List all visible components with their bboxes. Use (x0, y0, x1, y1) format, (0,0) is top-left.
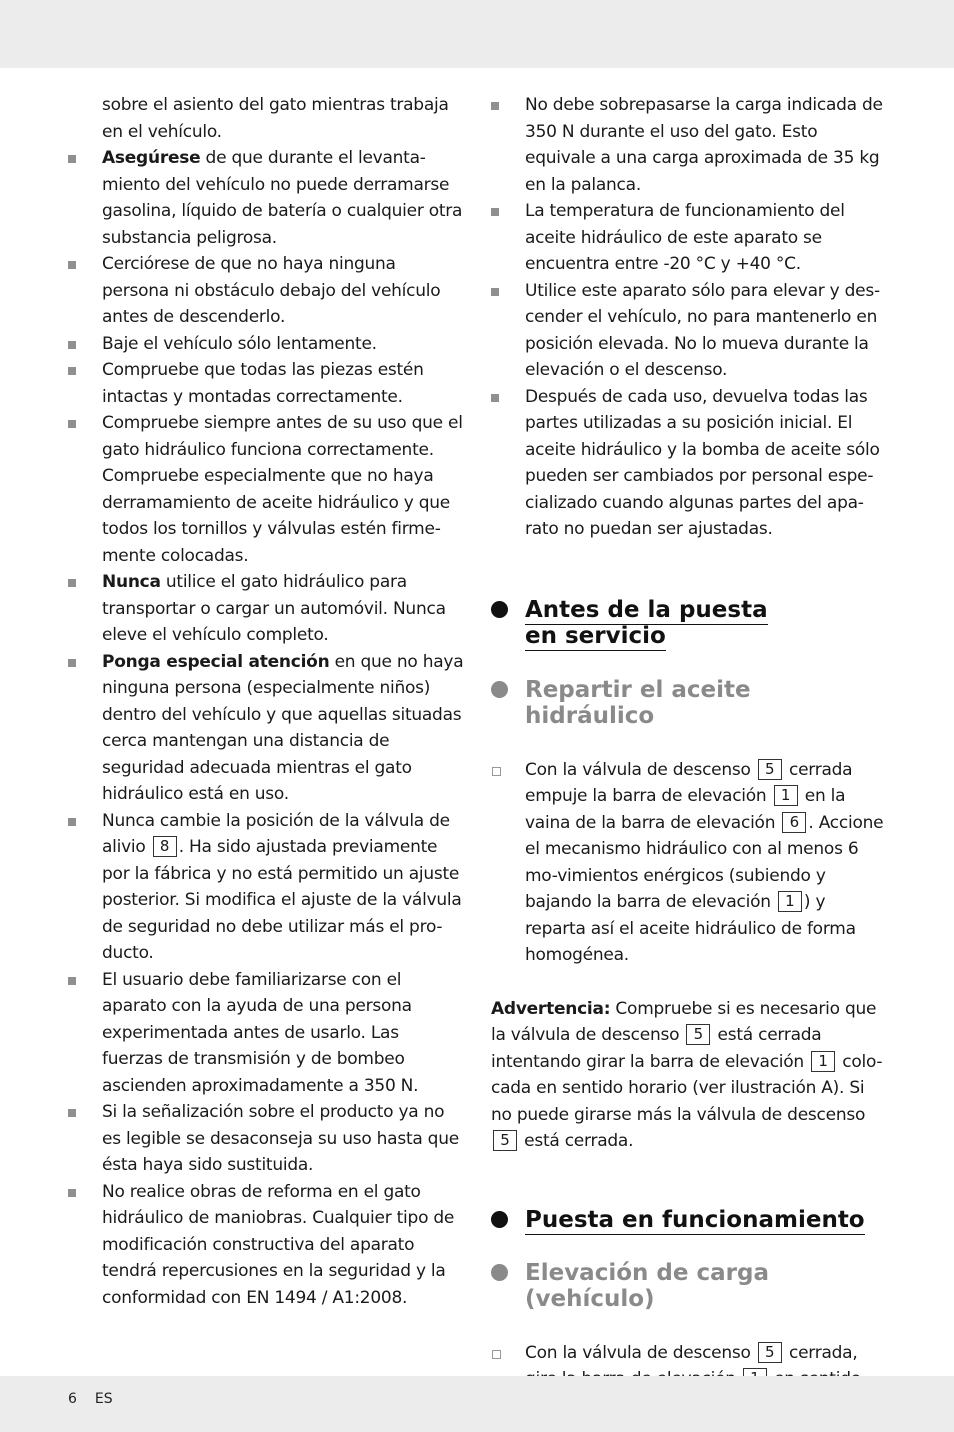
heading-text: Puesta en funcionamiento (525, 1206, 865, 1233)
continued-line-2: en el vehículo. (102, 121, 222, 142)
bullet-square-icon (491, 288, 499, 296)
bullet-square-icon (491, 102, 499, 110)
footer-band (0, 1376, 954, 1432)
right-column (491, 92, 887, 1393)
item-text: El usuario debe familiarizarse con el aparato con la ayuda de una persona experimentada antes de usarlo. Las fuerzas de transmisión y de bombeo ascienden aproximadamente a 350 N. (102, 969, 419, 1096)
step-text: en la vaina de la barra de elevación (525, 786, 846, 833)
list-item (68, 967, 464, 1100)
bullet-square-icon (68, 818, 76, 826)
item-text: de que durante el levanta-miento del vehículo no puede derramarse gasolina, líquido de batería o cualquier otra substancia peligrosa. (102, 148, 463, 248)
header-band (0, 0, 954, 68)
heading-bullet-icon (491, 601, 508, 618)
item-text: Baje el vehículo sólo lentamente. (102, 333, 377, 354)
language-code: ES (94, 1391, 113, 1407)
checkbox-icon (492, 767, 501, 776)
item-text: La temperatura de funcionamiento del aceite hidráulico de este aparato se encuentra entre -20 °C y +40 °C. (525, 201, 845, 274)
warning-text: colo-cada en sentido horario (ver ilustración A). Si no puede girarse más la válvula de descenso (491, 1051, 883, 1125)
checkbox-icon (492, 1350, 501, 1359)
item-text: en que no haya ninguna persona (especialmente niños) dentro del vehículo y que aquellas situadas cerca mantengan una distancia de seguridad adecuada mientras el gato hidráulico está en uso. (102, 651, 464, 804)
step-text: cerrada, (788, 1342, 858, 1363)
list-item-continued (68, 92, 464, 145)
list-item (491, 198, 887, 278)
heading-text: Elevación de carga (vehículo) (525, 1259, 769, 1312)
warning-paragraph (491, 996, 887, 1155)
part-reference: 6 (782, 812, 806, 833)
item-text: Nunca cambie la posición de la válvula de alivio (102, 810, 450, 857)
bullet-square-icon (491, 394, 499, 402)
bullet-square-icon (68, 420, 76, 428)
page-number: 6 (68, 1391, 77, 1407)
item-text: Compruebe siempre antes de su uso que el gato hidráulico funciona correctamente. Compruebe especialmente que no haya derramamiento de aceite hidráulico y que todos los tornillos y válvulas estén firme-mente colocadas. (102, 413, 463, 566)
list-item (68, 1099, 464, 1179)
bullet-square-icon (68, 1189, 76, 1197)
warning-text: está cerrada intentando girar la barra de elevación (491, 1025, 822, 1072)
subsection-heading-elevacion (491, 1260, 887, 1312)
warning-text: está cerrada. (519, 1131, 634, 1151)
bullet-square-icon (68, 155, 76, 163)
item-text: Compruebe que todas las piezas estén intactas y montadas correctamente. (102, 360, 424, 407)
part-reference: 1 (778, 891, 802, 912)
section-heading-puesta (491, 1207, 887, 1233)
bullet-square-icon (68, 977, 76, 985)
step-text: ) y reparta así el aceite hidráulico de forma homogénea. (525, 892, 856, 965)
continued-line-1: sobre el asiento del gato mientras trabaja (102, 95, 449, 115)
list-item (68, 251, 464, 331)
step-text: Con la válvula de descenso (525, 759, 756, 780)
heading-bullet-icon (491, 681, 508, 698)
item-text: . Ha sido ajustada previamente por la fábrica y no está permitido un ajuste posterior. Si modifica el ajuste de la válvula de seguridad no debe utilizar más el pro-ducto. (102, 837, 462, 963)
heading-text: Repartir el aceite hidráulico (525, 676, 751, 729)
step-text: . Accione el mecanismo hidráulico con al menos 6 mo-vimientos enérgicos (subiendo y bajando la barra de elevación (525, 812, 884, 912)
part-reference: 1 (811, 1051, 835, 1072)
list-item (491, 384, 887, 543)
bullet-square-icon (68, 579, 76, 587)
step-text: Con la válvula de descenso (525, 1342, 756, 1363)
list-item (68, 410, 464, 569)
item-text: No debe sobrepasarse la carga indicada de 350 N durante el uso del gato. Esto equivale a una carga aproximada de 35 kg en la palanca. (525, 95, 883, 195)
list-item (68, 649, 464, 808)
list-item (491, 92, 887, 198)
bullet-square-icon (68, 261, 76, 269)
step-text: cerrada empuje la barra de elevación (525, 759, 853, 806)
heading-bullet-icon (491, 1211, 508, 1228)
bullet-square-icon (68, 659, 76, 667)
item-text: Si la señalización sobre el producto ya no es legible se desaconseja su uso hasta que ésta haya sido sustituida. (102, 1102, 459, 1175)
emphasis-text: Ponga especial atención (102, 651, 330, 672)
item-text: Cerciórese de que no haya ninguna persona ni obstáculo debajo del vehículo antes de descenderlo. (102, 254, 441, 327)
list-item (68, 145, 464, 251)
list-item (68, 1179, 464, 1312)
emphasis-text: Nunca (102, 572, 161, 592)
heading-bullet-icon (491, 1264, 508, 1281)
heading-line-2: en servicio (525, 622, 666, 649)
bullet-square-icon (68, 341, 76, 349)
part-reference: 5 (493, 1130, 517, 1151)
item-text: Después de cada uso, devuelva todas las partes utilizadas a su posición inicial. El aceite hidráulico y la bomba de aceite sólo pueden ser cambiados por personal espe-cializado cuando algunas partes del apa-rato no puedan ser ajustadas. (525, 386, 880, 539)
warning-text: Compruebe si es necesario que la válvula de descenso (491, 998, 877, 1045)
list-item (68, 808, 464, 967)
item-text: utilice el gato hidráulico para transportar o cargar un automóvil. Nunca eleve el vehículo completo. (102, 572, 446, 645)
list-item (68, 569, 464, 649)
left-column (68, 92, 464, 1311)
part-reference: 5 (758, 1342, 782, 1363)
emphasis-text: Asegúrese (102, 148, 201, 168)
bullet-square-icon (491, 208, 499, 216)
part-reference: 5 (686, 1024, 710, 1045)
bullet-square-icon (68, 367, 76, 375)
item-text: Utilice este aparato sólo para elevar y des-cender el vehículo, no para mantenerlo en posición elevada. No lo mueva durante la elevación o el descenso. (525, 280, 880, 380)
heading-line-1: Antes de la puesta (525, 596, 768, 623)
list-item (491, 278, 887, 384)
part-reference: 8 (153, 836, 177, 857)
part-reference: 1 (774, 785, 798, 806)
subsection-heading-repartir (491, 677, 887, 729)
part-reference: 5 (758, 759, 782, 780)
warning-label: Advertencia: (491, 998, 611, 1019)
section-heading-antes (491, 597, 887, 649)
step-item (491, 757, 887, 969)
bullet-square-icon (68, 1109, 76, 1117)
item-text: No realice obras de reforma en el gato hidráulico de maniobras. Cualquier tipo de modificación constructiva del aparato tendrá repercusiones en la seguridad y la conformidad con EN 1494 / A1:2008. (102, 1181, 455, 1308)
list-item (68, 357, 464, 410)
list-item (68, 331, 464, 358)
page-footer (68, 1391, 131, 1407)
